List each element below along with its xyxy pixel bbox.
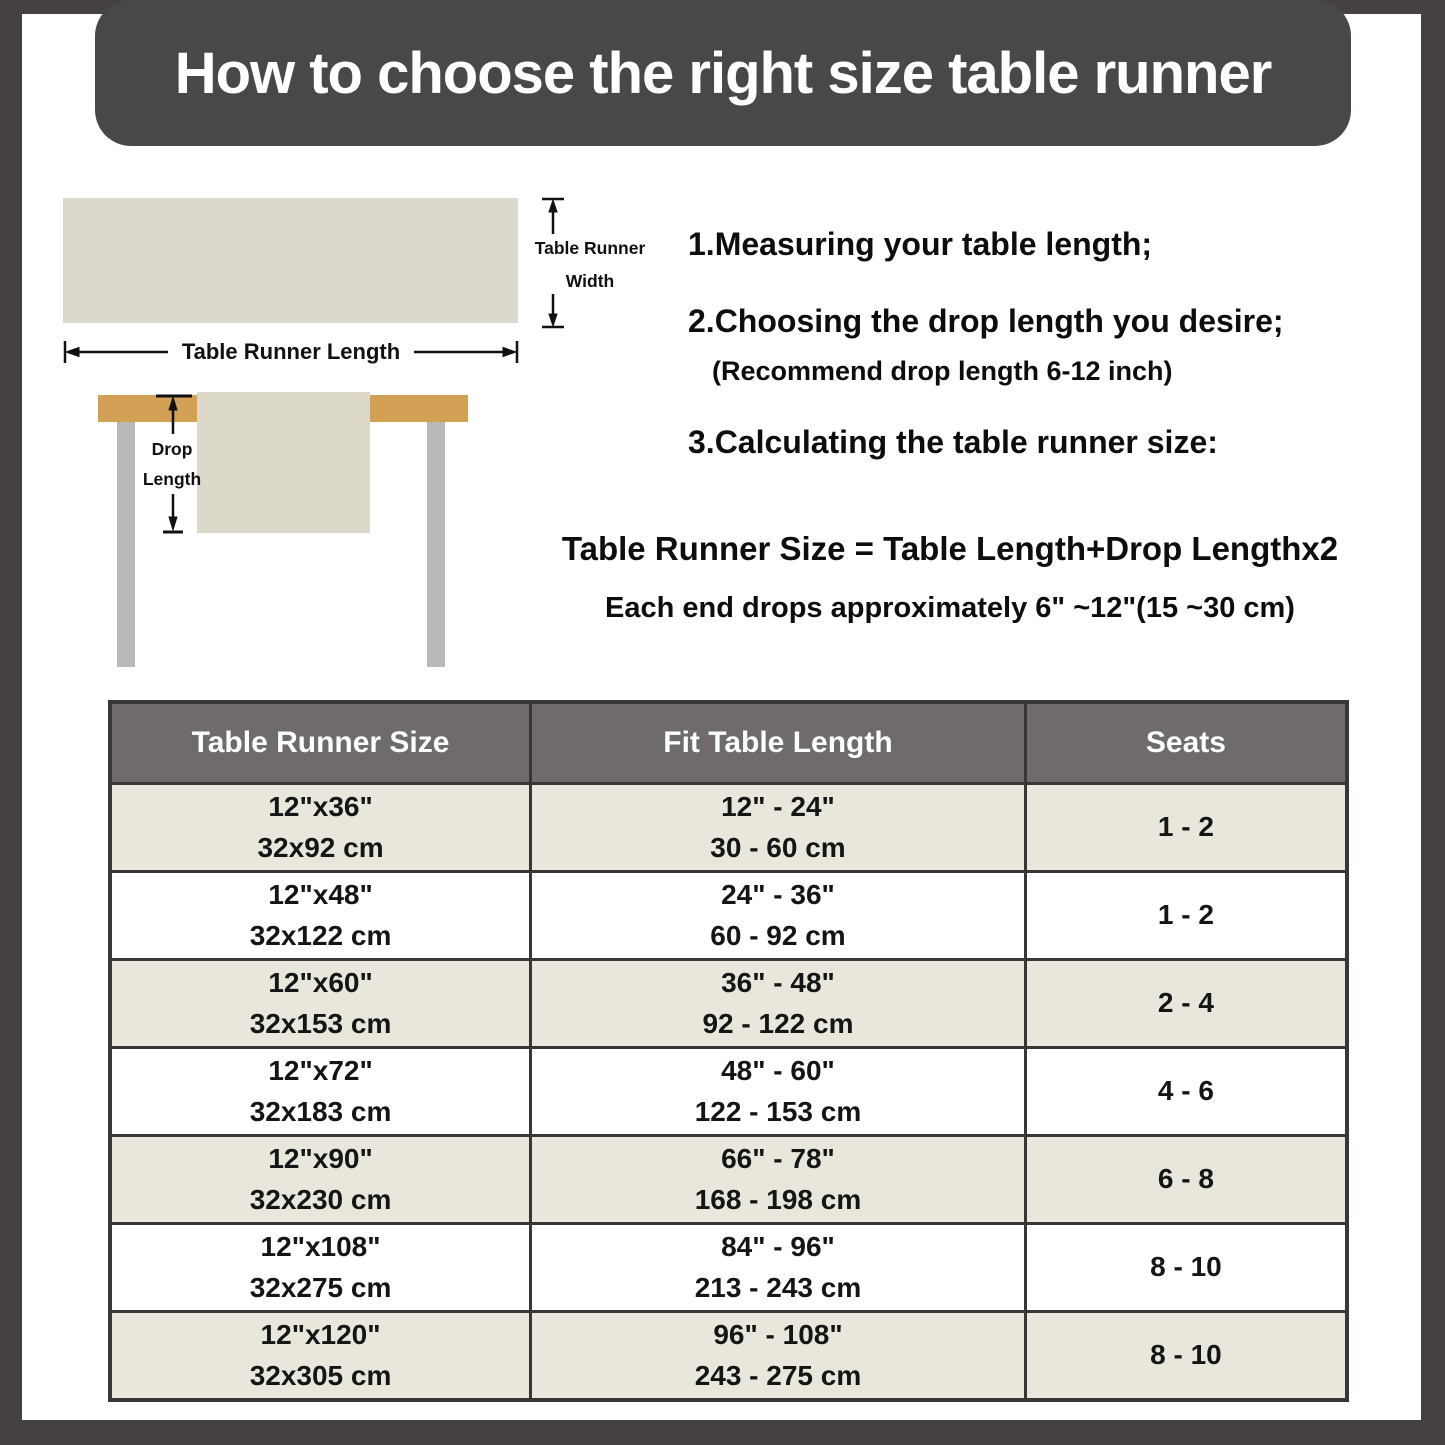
runner-size-cell: 12"x48" 32x122 cm [110, 872, 531, 960]
fit-length-cell: 36" - 48" 92 - 122 cm [531, 960, 1026, 1048]
formula-note: Each end drops approximately 6" ~12"(15 ~30 cm) [605, 592, 1295, 624]
size-chart [108, 700, 1349, 1402]
table-row [110, 784, 1347, 872]
table-row [110, 1312, 1347, 1401]
step-2-note: (Recommend drop length 6-12 inch) [712, 356, 1173, 386]
seats-cell: 2 - 4 [1025, 960, 1347, 1048]
runner-size-cell: 12"x72" 32x183 cm [110, 1048, 531, 1136]
length-arrow [63, 338, 519, 366]
fit-length-cell: 84" - 96" 213 - 243 cm [531, 1224, 1026, 1312]
size-chart-header-row [110, 702, 1347, 784]
formula-main: Table Runner Size = Table Length+Drop Lengthx2 [561, 530, 1339, 567]
table-row [110, 1048, 1347, 1136]
seats-cell: 8 - 10 [1025, 1312, 1347, 1401]
fit-length-cell: 66" - 78" 168 - 198 cm [531, 1136, 1026, 1224]
table-row [110, 1136, 1347, 1224]
fit-length-cell: 12" - 24" 30 - 60 cm [531, 784, 1026, 872]
header-seats: Seats [1025, 702, 1347, 784]
table-row [110, 1224, 1347, 1312]
table-row [110, 872, 1347, 960]
step-3: 3.Calculating the table runner size: [688, 424, 1218, 460]
seats-cell: 4 - 6 [1025, 1048, 1347, 1136]
runner-size-cell: 12"x36" 32x92 cm [110, 784, 531, 872]
drop-length-arrow [154, 392, 194, 538]
seats-cell: 8 - 10 [1025, 1224, 1347, 1312]
fit-length-cell: 24" - 36" 60 - 92 cm [531, 872, 1026, 960]
header-fit-table-length: Fit Table Length [531, 702, 1026, 784]
step-1: 1.Measuring your table length; [688, 226, 1153, 262]
runner-overhang-diagram [197, 392, 370, 533]
table-leg-right [427, 422, 445, 667]
drop-label-line2: Length [142, 469, 202, 489]
length-label: Table Runner Length [168, 339, 414, 365]
seats-cell: 6 - 8 [1025, 1136, 1347, 1224]
page-title: How to choose the right size table runner [174, 40, 1272, 106]
header-banner [95, 0, 1351, 146]
fit-length-cell: 48" - 60" 122 - 153 cm [531, 1048, 1026, 1136]
drop-label-line1: Drop [151, 439, 193, 459]
width-label-line2: Width [565, 271, 615, 291]
fit-length-cell: 96" - 108" 243 - 275 cm [531, 1312, 1026, 1401]
width-label-line1: Table Runner [534, 238, 646, 258]
runner-size-cell: 12"x90" 32x230 cm [110, 1136, 531, 1224]
header-runner-size: Table Runner Size [110, 702, 531, 784]
table-row [110, 960, 1347, 1048]
runner-size-cell: 12"x60" 32x153 cm [110, 960, 531, 1048]
width-arrow [540, 194, 566, 334]
seats-cell: 1 - 2 [1025, 784, 1347, 872]
runner-size-cell: 12"x108" 32x275 cm [110, 1224, 531, 1312]
step-2: 2.Choosing the drop length you desire; [688, 303, 1284, 339]
runner-size-cell: 12"x120" 32x305 cm [110, 1312, 531, 1401]
seats-cell: 1 - 2 [1025, 872, 1347, 960]
runner-rectangle-diagram [63, 198, 518, 323]
